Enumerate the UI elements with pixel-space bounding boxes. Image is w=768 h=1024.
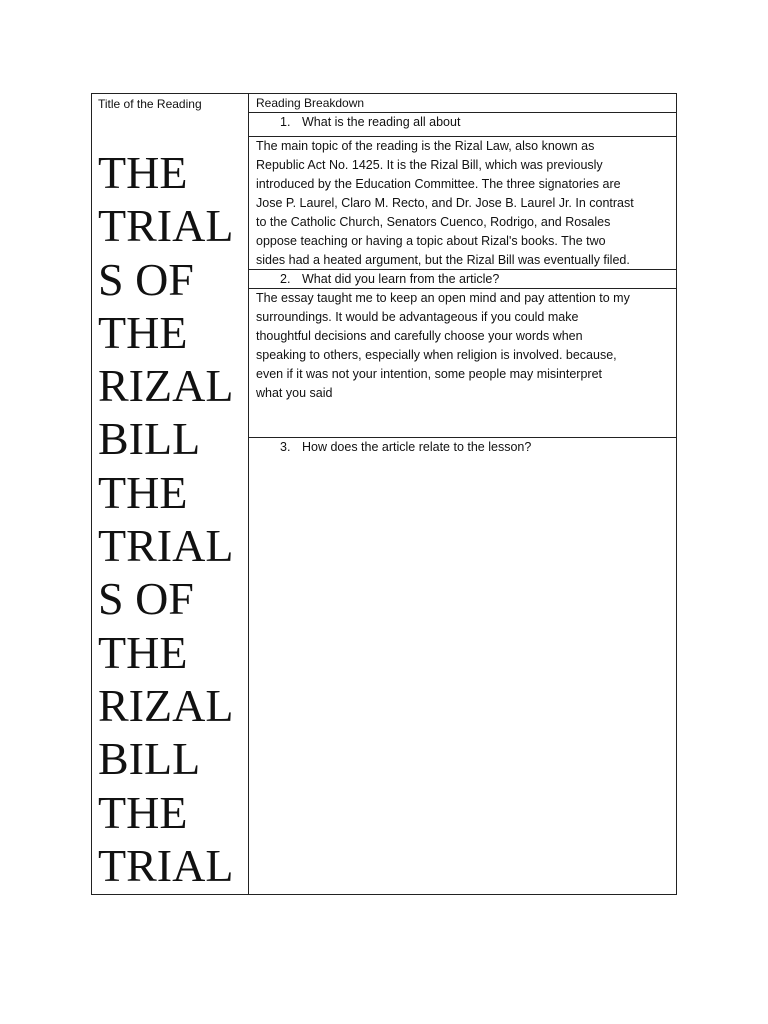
title-line: BILL — [98, 733, 201, 785]
answer-2 — [256, 289, 672, 403]
answer-line: what you said — [256, 386, 333, 400]
title-line: THE — [98, 147, 188, 198]
title-line: TRIAL — [98, 839, 234, 891]
question-number: 2. — [280, 272, 291, 286]
answer-1 — [256, 137, 672, 270]
title-line: THE — [98, 786, 188, 838]
answer-line: to the Catholic Church, Senators Cuenco, Rodrigo, and Rosales — [256, 215, 611, 229]
question-3-row — [249, 438, 676, 894]
answer-line: The main topic of the reading is the Rizal Law, also known as — [256, 139, 595, 153]
title-line: RIZAL — [98, 360, 234, 412]
answer-line: surroundings. It would be advantageous if you could make — [256, 310, 579, 324]
answer-2-row — [249, 289, 676, 438]
question-text: How does the article relate to the lesson? — [302, 440, 532, 454]
title-line: THE — [98, 466, 188, 518]
title-line: S OF — [98, 573, 194, 625]
question-1-row — [249, 113, 676, 137]
title-header: Title of the Reading — [98, 97, 202, 111]
breakdown-header: Reading Breakdown — [256, 96, 365, 110]
question-number: 3. — [280, 440, 291, 454]
title-line: BILL — [98, 413, 201, 465]
question-2-row — [249, 270, 676, 289]
answer-line: oppose teaching or having a topic about Rizal's books. The two — [256, 234, 606, 248]
answer-line: introduced by the Education Committee. The three signatories are — [256, 177, 621, 191]
answer-line: even if it was not your intention, some people may misinterpret — [256, 367, 603, 381]
title-line: THE — [98, 306, 188, 358]
title-line: RIZAL — [98, 679, 234, 731]
title-line: TRIAL — [98, 200, 234, 252]
question-number: 1. — [280, 115, 291, 129]
answer-line: Republic Act No. 1425. It is the Rizal Bill, which was previously — [256, 158, 603, 172]
answer-line: speaking to others, especially when religion is involved. because, — [256, 348, 617, 362]
answer-1-row — [249, 137, 676, 270]
question-1 — [280, 113, 460, 132]
answer-line: Jose P. Laurel, Claro M. Recto, and Dr. Jose B. Laurel Jr. In contrast — [256, 196, 634, 210]
breakdown-column — [249, 94, 676, 894]
title-line: TRIAL — [98, 520, 234, 572]
answer-line: The essay taught me to keep an open mind and pay attention to my — [256, 291, 630, 305]
question-text: What is the reading all about — [302, 115, 461, 129]
reading-title — [98, 146, 246, 892]
reading-table — [91, 93, 677, 895]
title-line: S OF — [98, 253, 194, 305]
answer-line: sides had a heated argument, but the Rizal Bill was eventually filed. — [256, 253, 630, 267]
breakdown-header-row — [249, 94, 676, 113]
question-2 — [280, 270, 499, 289]
answer-line: thoughtful decisions and carefully choose your words when — [256, 329, 583, 343]
title-column — [92, 94, 249, 894]
question-text: What did you learn from the article? — [302, 272, 500, 286]
title-line: THE — [98, 626, 188, 678]
question-3 — [280, 438, 531, 457]
